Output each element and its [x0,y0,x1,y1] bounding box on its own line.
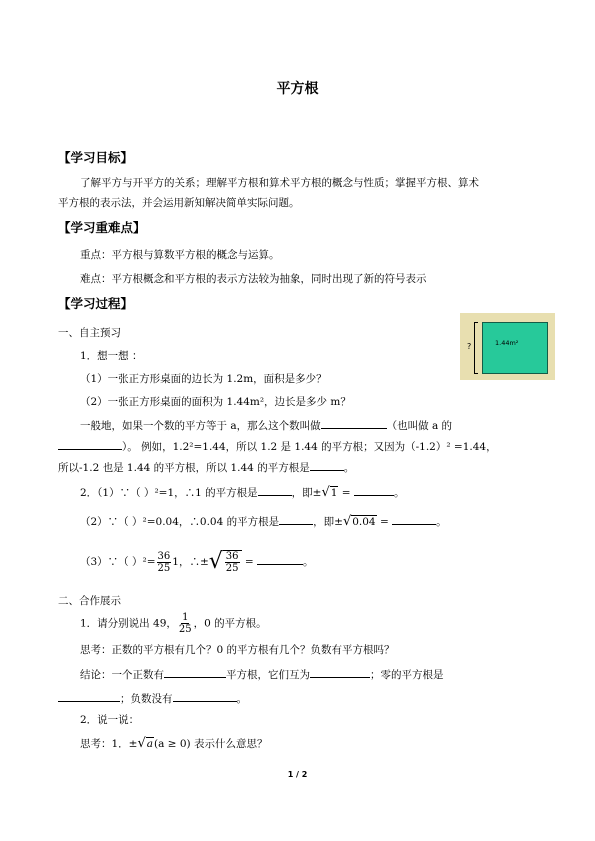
sqrt-004: √ 0.04 [342,514,376,529]
objectives-heading: 【学习目标】 [58,150,134,165]
process-heading: 【学习过程】 [58,296,134,311]
blank-count[interactable] [164,666,226,678]
part2-think: 思考：正数的平方根有几个？0 的平方根有几个？负数有平方根吗？ [80,644,395,656]
exercise-2-3: （3）∵（ ）²= $\frac{36}{25}$ 1，∴± √ $\frac{36}{25}$ = 。 [80,549,314,574]
definition-line-3 [58,459,354,475]
part1-q1: 1．想一想 ： [80,350,143,362]
keypoints-heading: 【学习重难点】 [58,220,146,235]
difficulty-text: 难点：平方根概念和平方根的表示方法较为抽象，同时出现了新的符号表示 [80,273,427,285]
exercise-2-2-mid: ，即± [313,516,343,528]
conclusion-text: 所以-1.2 也是 1.44 的平方根，所以 1.44 的平方根是 [58,462,310,474]
blank-negative[interactable] [173,690,237,702]
blank-relation[interactable] [310,666,370,678]
example-text: ）。 例如，1.2²=1.44，所以 1.2 是 1.44 的平方根；又因为（-1.2）² =1.44， [122,441,497,453]
exercise-2-2: （2）∵（ ）²=0.04，∴0.04 的平方根是 ，即± √ 0.04 = 。 [80,514,447,529]
part1-q1-a: （1）一张正方形桌面的边长为 1.2m，面积是多少？ [80,373,327,385]
definition-end: （也叫做 a 的 [386,420,453,432]
keypoint-text: 重点：平方根与算数平方根的概念与运算。 [80,249,280,261]
blank-2-2-b[interactable] [392,513,436,525]
part2-conclusion-2: ；负数没有 。 [58,690,247,706]
exercise-2-2-text: （2）∵（ ）²=0.04，∴0.04 的平方根是 [80,516,280,528]
objectives-line-2: 平方根的表示法，并会运用新知解决简单实际问题。 [58,197,300,209]
part2-conclusion-1: 结论：一个正数有 平方根，它们互为 ；零的平方根是 [80,666,444,682]
blank-square-root[interactable] [321,417,387,429]
part2-heading: 二、合作展示 [58,595,121,607]
side-unknown-label: ? [467,342,472,351]
exercise-2-1-mid: ，即± [291,487,322,499]
page-title: 平方根 [276,81,319,97]
exercise-2-3-mid: 1，∴± [172,556,209,568]
definition-line-1 [80,417,452,433]
period: 。 [343,462,355,474]
blank-2-2-a[interactable] [279,513,313,525]
sqrt-36-25: √ $\frac{36}{25}$ [209,550,242,574]
part2-q2: 2．说一说： [80,714,140,726]
sqrt-1: √ 1 [321,485,338,500]
side-bracket [474,322,478,374]
sqrt-a: √ a [137,736,154,751]
square-area-label: 1.44m² [495,339,519,347]
definition-start: 一般地，如果一个数的平方等于 a，那么这个数叫做 [80,420,321,432]
objectives-line-1: 了解平方与开平方的关系；理解平方根和算术平方根的概念与性质；掌握平方根、算术 [80,177,479,189]
blank-2-1-a[interactable] [258,484,292,496]
exercise-2-1-text: 2．（1）∵（ ）²=1，∴1 的平方根是 [80,487,258,499]
fraction-1-25: $\frac{1}{25}$ [178,612,192,635]
fraction-36-25: $\frac{36}{25}$ [157,550,171,574]
exercise-2-1: 2．（1）∵（ ）²=1，∴1 的平方根是 ，即± √ 1 = 。 [80,485,405,500]
part2-think2: 思考：1．± √ a (a ≥ 0) 表示什么意思？ [80,736,268,751]
part1-heading: 一、自主预习 [58,327,121,339]
definition-line-2 [58,438,497,454]
green-square [482,322,548,374]
exercise-2-3-text: （3）∵（ ）²= [80,556,156,568]
blank-144-roots[interactable] [310,459,344,471]
part1-q1-b: （2）一张正方形桌面的面积为 1.44m²，边长是多少 m？ [80,396,351,408]
square-table-figure [460,313,555,380]
blank-zero-root[interactable] [58,690,120,702]
page-number: 1 / 2 [287,770,308,779]
blank-2-3[interactable] [257,553,303,565]
part2-q1: 1．请分别说出 49， $\frac{1}{25}$ ，0 的平方根。 [80,612,267,635]
blank-2-1-b[interactable] [354,484,394,496]
blank-alt-name[interactable] [58,438,122,450]
